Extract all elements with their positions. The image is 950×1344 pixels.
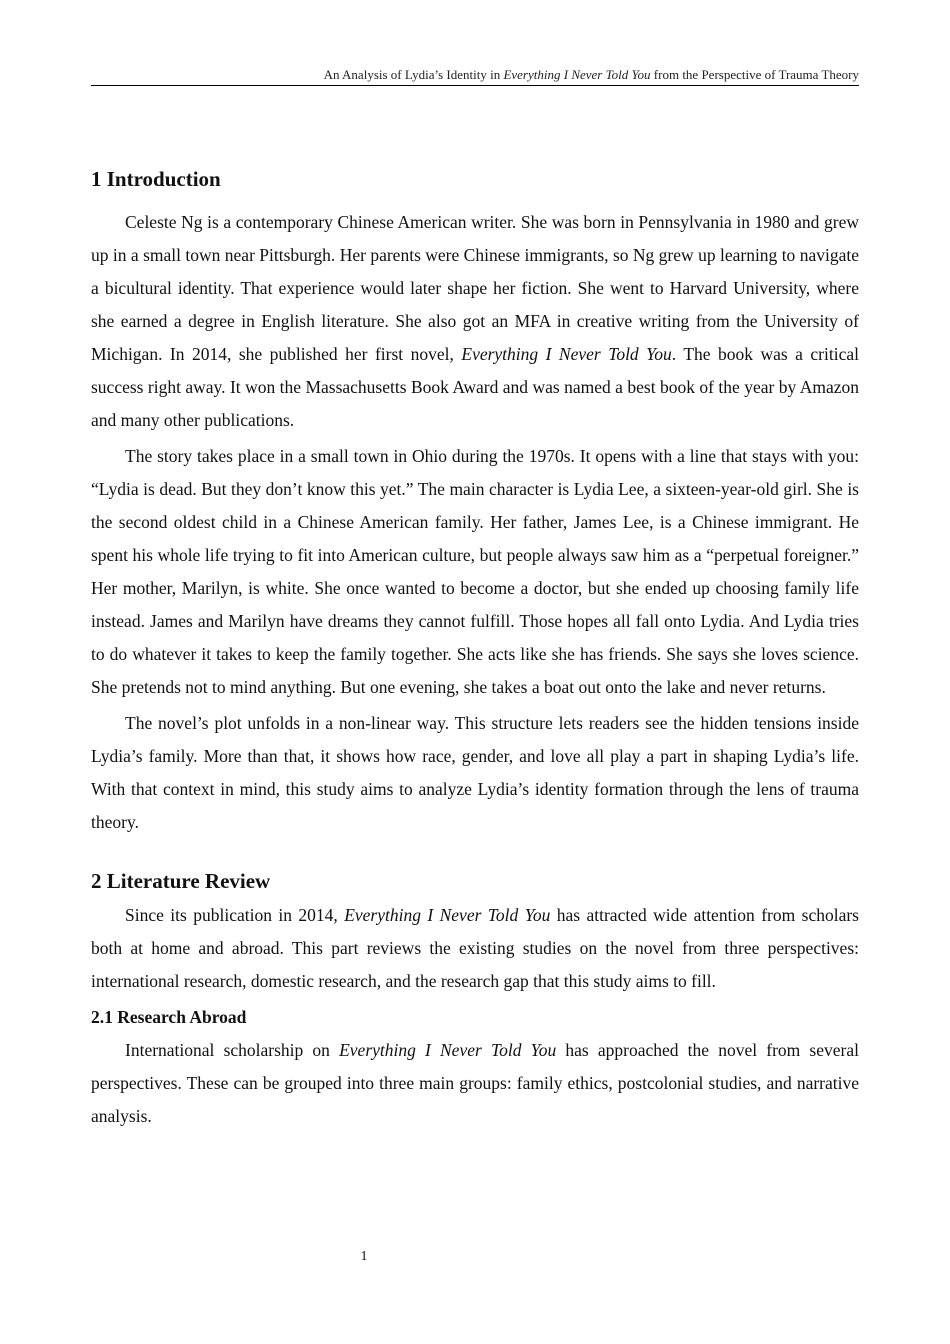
body-content bbox=[91, 162, 859, 1136]
abroad-p1-text-a: International scholarship on bbox=[125, 1040, 340, 1060]
header-text-after: from the Perspective of Trauma Theory bbox=[650, 67, 859, 82]
header-text-before: An Analysis of Lydia’s Identity in bbox=[323, 67, 504, 82]
lit-p1-text-a: Since its publication in 2014, bbox=[125, 905, 345, 925]
section-heading-introduction: 1 Introduction bbox=[91, 167, 221, 191]
intro-p1-book-title: Everything I Never Told You bbox=[461, 344, 672, 364]
subsection-heading-research-abroad: 2.1 Research Abroad bbox=[91, 1007, 247, 1027]
spacer bbox=[91, 196, 859, 206]
abroad-p1-text-b: has approached the novel from several perspectives. These can be grouped into three main groups: family ethics, postcolonial studies, and narrative analysis. bbox=[91, 1040, 859, 1126]
section-heading-literature-review: 2 Literature Review bbox=[91, 869, 271, 893]
intro-paragraph-3: The novel’s plot unfolds in a non-linear way. This structure lets readers see the hidden tensions inside Lydia’s family. More than that, it shows how race, gender, and love all play a part in shaping Lydia’s life. With that context in mind, this study aims to analyze Lydia’s identity formation through the lens of trauma theory. bbox=[91, 713, 859, 832]
abroad-p1-book-title: Everything I Never Told You bbox=[339, 1040, 557, 1060]
spacer bbox=[91, 842, 859, 864]
intro-paragraph-2: The story takes place in a small town in Ohio during the 1970s. It opens with a line that stays with you: “Lydia is dead. But they don’t know this yet.” The main character is Lydia Lee, a sixteen-year-old girl. She is the second oldest child in a Chinese American family. Her father, James Lee, is a Chinese immigrant. He spent his whole life trying to fit into American culture, but people always saw him as a “perpetual foreigner.” Her mother, Marilyn, is white. She once wanted to become a doctor, but she ended up choosing family life instead. James and Marilyn have dreams they cannot fulfill. Those hopes all fall onto Lydia. And Lydia tries to do whatever it takes to keep the family together. She acts like she has friends. She says she loves science. She pretends not to mind anything. But one evening, she takes a boat out onto the lake and never returns. bbox=[91, 446, 859, 697]
lit-p1-text-b: has attracted wide attention from scholars both at home and abroad. This part reviews the existing studies on the novel from three perspectives: international research, domestic research, and the research gap that this study aims to fill. bbox=[91, 905, 859, 991]
intro-p1-text-a: Celeste Ng is a contemporary Chinese American writer. She was born in Pennsylvania in 1980 and grew up in a small town near Pittsburgh. Her parents were Chinese immigrants, so Ng grew up learning to navigate a bicultural identity. That experience would later shape her fiction. She went to Harvard University, where she earned a degree in English literature. She also got an MFA in creative writing from the University of Michigan. In 2014, she published her first novel, bbox=[91, 212, 859, 364]
research-abroad-paragraph-1 bbox=[91, 1034, 859, 1133]
header-divider bbox=[91, 85, 859, 86]
page-number: 1 bbox=[360, 1249, 368, 1264]
intro-p1-text-b: . The book was a critical success right away. It won the Massachusetts Book Award and was named a best book of the year by Amazon and many other publications. bbox=[91, 344, 859, 430]
lit-paragraph-1 bbox=[91, 899, 859, 998]
lit-p1-book-title: Everything I Never Told You bbox=[344, 905, 551, 925]
header-book-title: Everything I Never Told You bbox=[503, 67, 651, 82]
running-header bbox=[91, 66, 859, 84]
intro-paragraph-1 bbox=[91, 206, 859, 437]
